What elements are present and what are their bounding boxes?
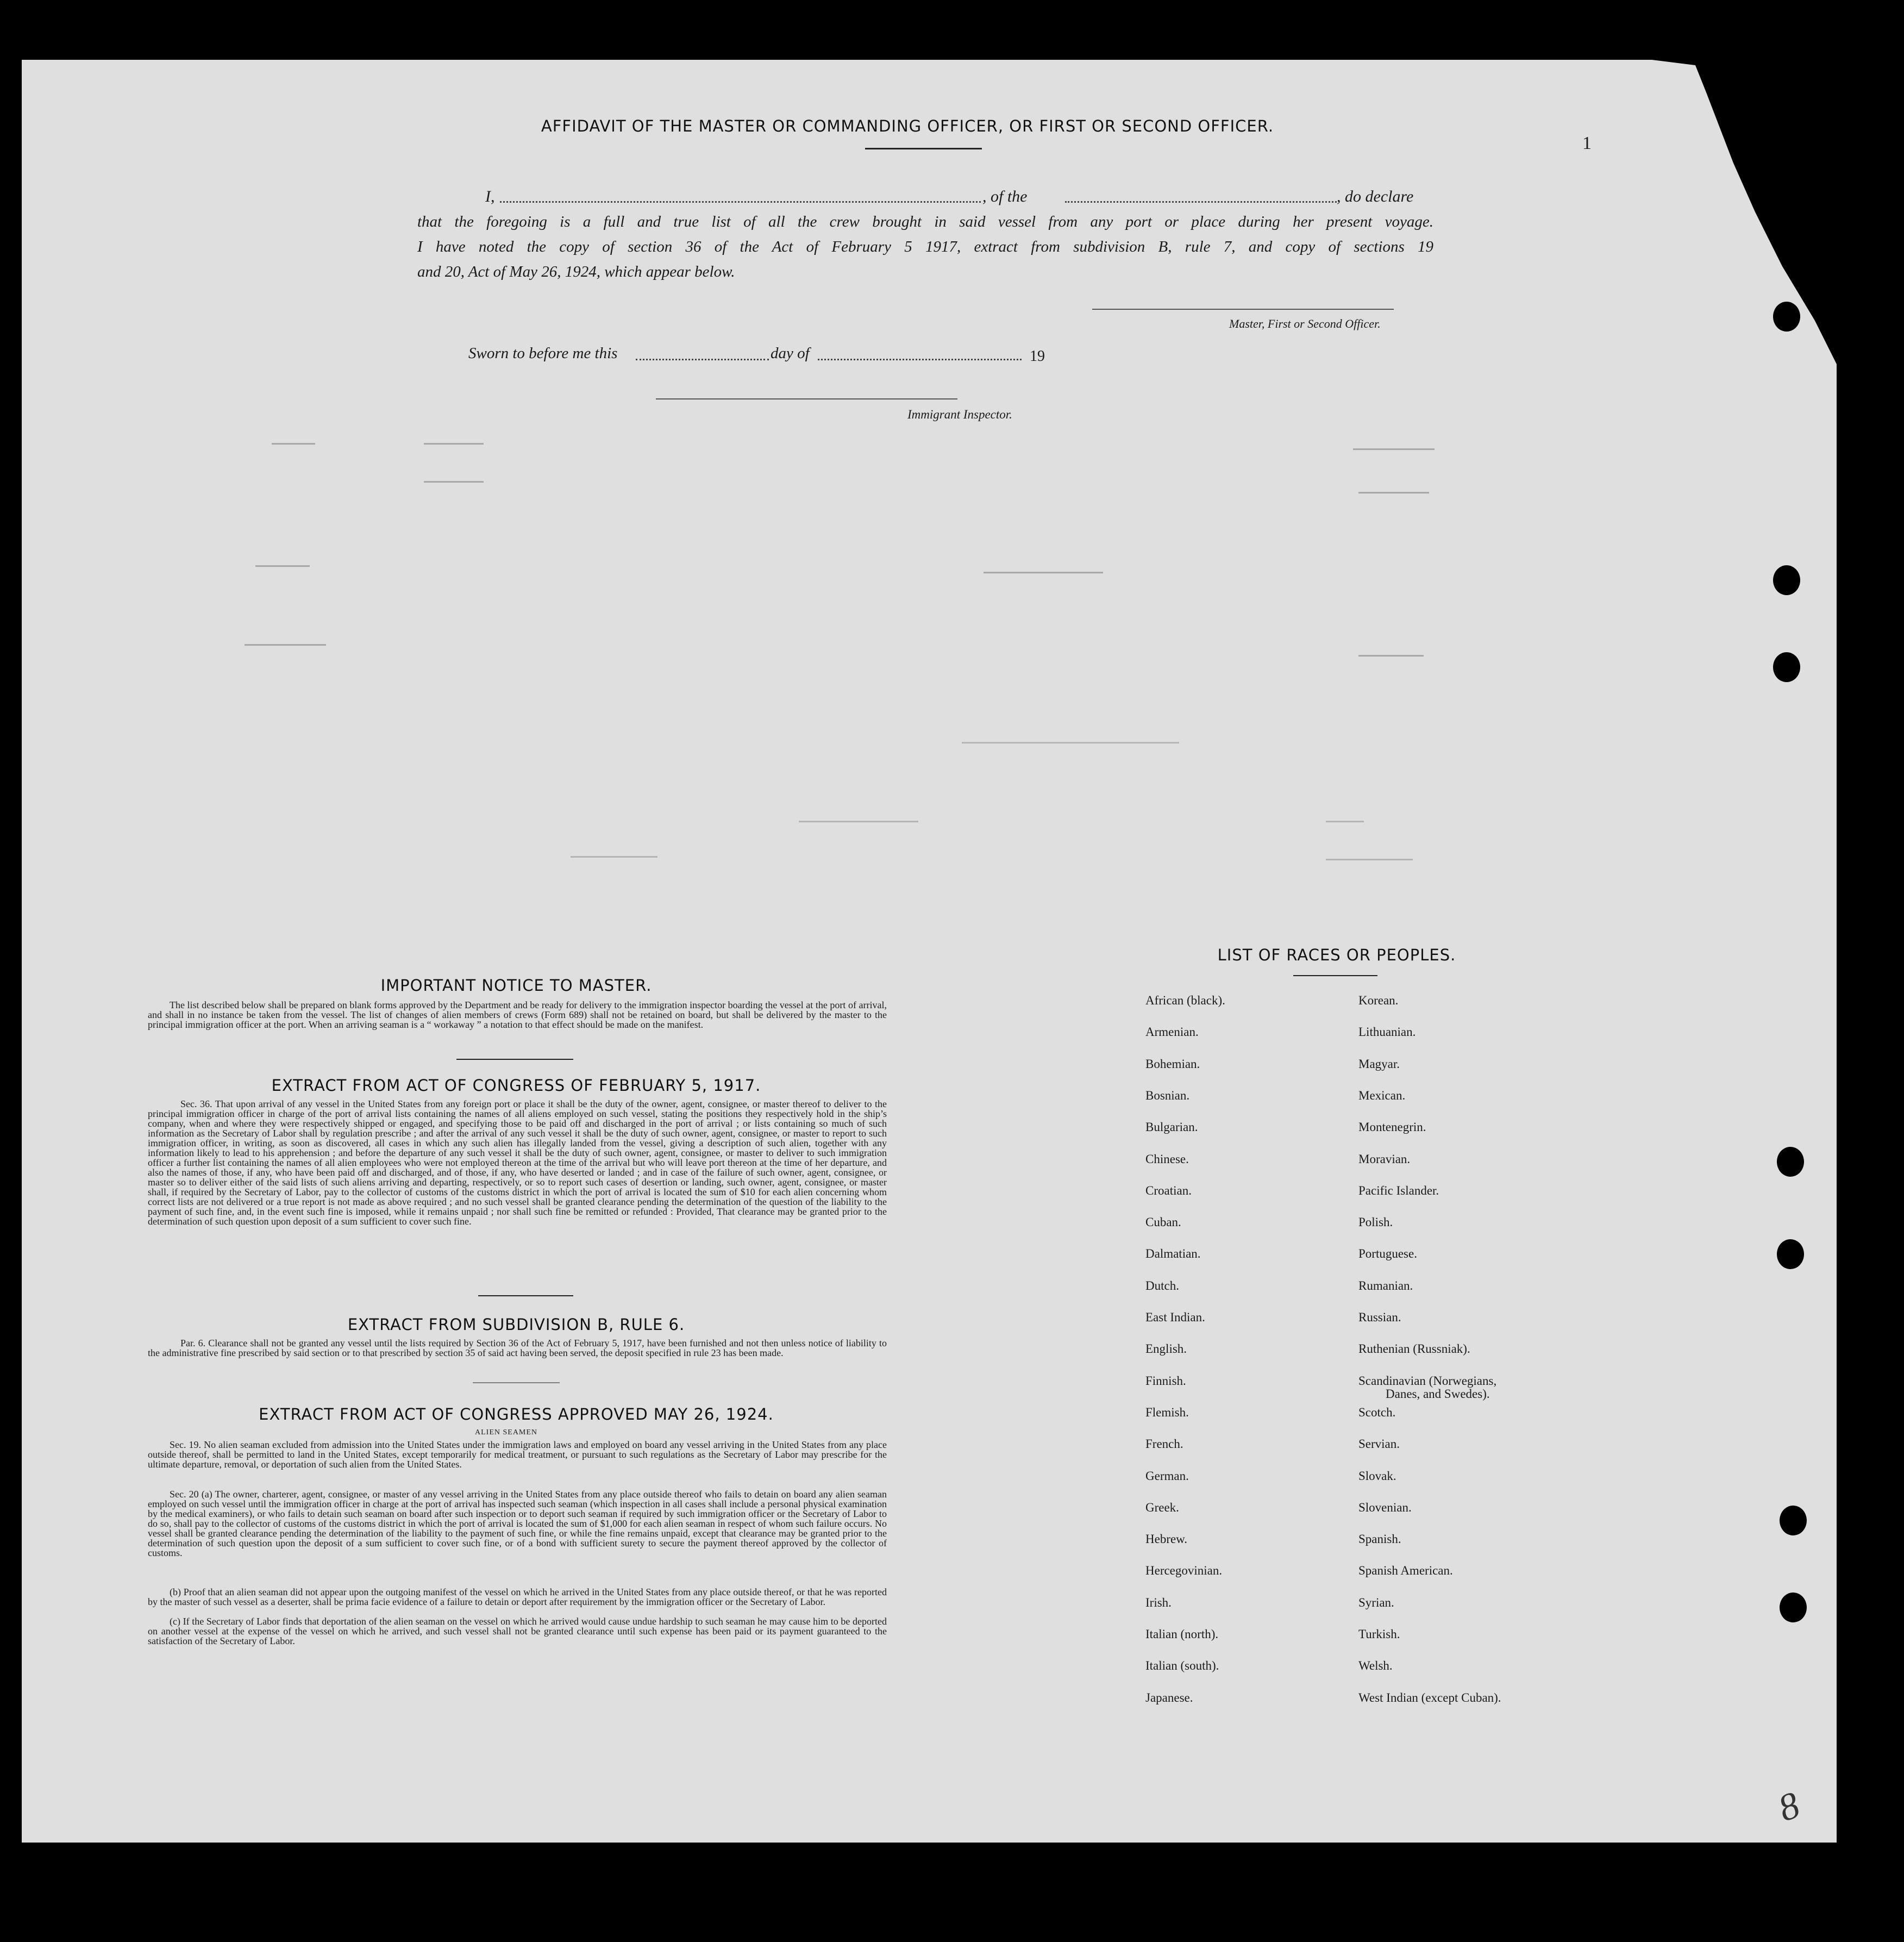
name-blank[interactable] <box>500 201 981 203</box>
race-item: German. <box>1145 1469 1189 1483</box>
master-signature-label: Master, First or Second Officer. <box>1229 317 1381 330</box>
extract-rule6-body: Par. 6. Clearance shall not be granted any vessel until the lists required by Section 36 of the Act of February 5, 1917, have been furnished and not then unless notice of liability to the administrative fine prescribed by said section or to that prescribed by section 35 of said act having been served, the deposit specified in rule 23 has been made. <box>148 1338 887 1358</box>
bleed-mark <box>571 856 657 858</box>
race-item: Dutch. <box>1145 1278 1179 1292</box>
binder-hole <box>1780 1593 1807 1622</box>
race-item: Armenian. <box>1145 1025 1199 1039</box>
race-item: Irish. <box>1145 1595 1172 1609</box>
extract-rule6-title: EXTRACT FROM SUBDIVISION B, RULE 6. <box>347 1315 685 1334</box>
binder-hole <box>1777 1239 1804 1269</box>
notice-divider <box>456 1059 573 1060</box>
bleed-mark <box>1326 859 1413 860</box>
bleed-mark <box>1326 821 1364 822</box>
sworn-year: 19 <box>1030 348 1045 365</box>
affidavit-declare: , do declare <box>1337 188 1414 205</box>
race-item: Portuguese. <box>1358 1247 1417 1261</box>
document-page <box>22 60 1837 1843</box>
master-signature-line[interactable] <box>1092 309 1394 310</box>
race-item: Syrian. <box>1358 1595 1394 1609</box>
race-item: Ruthenian (Russniak). <box>1358 1342 1470 1356</box>
extract-1924-title: EXTRACT FROM ACT OF CONGRESS APPROVED MAY 26, 1924. <box>259 1405 774 1423</box>
race-item: West Indian (except Cuban). <box>1358 1690 1501 1704</box>
race-item: Italian (south). <box>1145 1659 1219 1673</box>
affidavit-title: AFFIDAVIT OF THE MASTER OR COMMANDING OFFICER, OR FIRST OR SECOND OFFICER. <box>541 117 1274 135</box>
binder-hole <box>1777 1147 1804 1177</box>
affidavit-of-the: , of the <box>982 188 1028 205</box>
races-title: LIST OF RACES OR PEOPLES. <box>1217 946 1456 964</box>
race-item: Rumanian. <box>1358 1278 1413 1292</box>
race-item: Servian. <box>1358 1437 1400 1451</box>
race-item: Japanese. <box>1145 1690 1193 1704</box>
race-item: Flemish. <box>1145 1405 1189 1419</box>
bleed-mark <box>962 742 1179 744</box>
race-item: Slovenian. <box>1358 1500 1412 1514</box>
sworn-day-blank[interactable] <box>636 359 769 360</box>
race-item: Slovak. <box>1358 1469 1396 1483</box>
inspector-signature-line[interactable] <box>656 398 957 399</box>
race-item: French. <box>1145 1437 1183 1451</box>
bleed-mark <box>799 821 918 822</box>
bleed-mark <box>424 443 484 445</box>
race-item: Lithuanian. <box>1358 1025 1416 1039</box>
bleed-mark <box>1353 448 1435 450</box>
race-item: Dalmatian. <box>1145 1247 1201 1261</box>
extract-1924-sec20b: (b) Proof that an alien seaman did not appear upon the outgoing manifest of the vessel on which he arrived in the United States from any place outside thereof, or that he was reported by the master of such vessel as a deserter, shall be prima facie evidence of a failure to detain or deport after requirement by the immigration officer or the Secretary of Labor. <box>148 1587 887 1607</box>
inspector-label: Immigrant Inspector. <box>907 408 1012 421</box>
race-item: Spanish. <box>1358 1532 1401 1546</box>
race-item: Italian (north). <box>1145 1627 1219 1641</box>
race-item: Bulgarian. <box>1145 1120 1198 1134</box>
race-item: Polish. <box>1358 1215 1393 1229</box>
race-item: East Indian. <box>1145 1310 1205 1324</box>
race-item: Croatian. <box>1145 1183 1192 1197</box>
race-item: Chinese. <box>1145 1152 1189 1166</box>
race-item: Montenegrin. <box>1358 1120 1426 1134</box>
extract-1917-body: Sec. 36. That upon arrival of any vessel in the United States from any foreign port or place it shall be the duty of the owner, agent, consignee, or master thereof to deliver to the principal immigration officer in charge of the port of arrival lists containing the names of all aliens employed on such vessel, stating the positions they respectively hold in the ship’s company, when and where they were respectively shipped or engaged, and specifying those to be paid off and discharged in the port of arrival ; or lists containing so much of such information as the Secretary of Labor shall by regulation prescribe ; and after the arrival of any such vessel it shall be the duty of such owner, agent, consignee, or master to report to such immigration officer, in writing, as soon as discovered, all cases in which any such alien has illegally landed from the vessel, giving a description of such alien, together with any information likely to lead to his apprehension ; and before the departure of any such vessel it shall be the duty of such owner, agent, consignee, or master to deliver to such immigration officer a further list containing the names of all alien employees who were not employed thereon at the time of the arrival but who will leave port thereon at the time of her departure, and also the names of those, if any, who have been paid off and discharged, and of those, if any, who have deserted or landed ; and in case of the failure of such owner, agent, consignee, or master so to deliver either of the said lists of such aliens arriving and departing, respectively, or so to report such cases of desertion or landing, such owner, agent, consignee, or master shall, if required by the Secretary of Labor, pay to the collector of customs of the customs district in which the port of arrival is located the sum of $10 for each alien concerning whom correct lists are not delivered or a true report is not made as above required ; and no such vessel shall be granted clearance pending the determination of the question of the liability to the payment of such fine, and, in the event such fine is imposed, while it remains unpaid ; nor shall such fine be remitted or refunded : Provided, That clearance may be granted prior to the determination of such question upon deposit of a sum sufficient to cover such fine. <box>148 1098 887 1227</box>
vessel-blank[interactable] <box>1065 201 1337 203</box>
race-item: Scandinavian (Norwegians, <box>1358 1373 1497 1388</box>
race-item: English. <box>1145 1342 1187 1356</box>
race-item: Moravian. <box>1358 1152 1411 1166</box>
bleed-mark <box>272 443 315 445</box>
affidavit-line3: I have noted the copy of section 36 of the Act of February 5 1917, extract from subdivision B, rule 7, and copy of sections 19 <box>417 238 1433 255</box>
affidavit-i: I, <box>485 188 495 205</box>
race-item: Hebrew. <box>1145 1532 1188 1546</box>
race-item: Spanish American. <box>1358 1564 1453 1578</box>
race-item: Scotch. <box>1358 1405 1396 1419</box>
bleed-mark <box>424 481 484 483</box>
bleed-mark <box>255 565 310 567</box>
race-item: Bosnian. <box>1145 1088 1190 1102</box>
affidavit-line4: and 20, Act of May 26, 1924, which appear below. <box>417 263 735 280</box>
race-item: Greek. <box>1145 1500 1179 1514</box>
race-item: Welsh. <box>1358 1659 1393 1673</box>
race-item: Pacific Islander. <box>1358 1183 1439 1197</box>
page-number: 1 <box>1582 133 1592 153</box>
extract-1924-sec20a: Sec. 20 (a) The owner, charterer, agent, consignee, or master of any vessel arriving in the United States from any place outside thereof who fails to detain on board any alien seaman employed on such vessel until the immigration officer in charge at the port of arrival has inspected such seaman (which inspection in all cases shall include a personal physical examination by the medical examiners), or who fails to detain such seaman on board after such inspection or to deport such seaman if required by such immigration officer or the Secretary of Labor to do so, shall pay to the collector of customs of the customs district in which the port of arrival is located the sum of $1,000 for each alien seaman in respect of whom such failure occurs. No vessel shall be granted clearance pending the determination of the liability to the payment of such fine, or while the fine remains unpaid, except that clearance may be granted prior to the determination of such question upon the deposit of a sum sufficient to cover such fine, or of a bond with sufficient surety to secure the payment thereof approved by the collector of customs. <box>148 1489 887 1558</box>
race-item: Bohemian. <box>1145 1057 1200 1071</box>
binder-hole <box>1780 1506 1807 1535</box>
race-item: Finnish. <box>1145 1373 1186 1388</box>
title-divider <box>865 148 982 149</box>
bleed-mark <box>245 644 326 646</box>
extract-1924-sec20c: (c) If the Secretary of Labor finds that deportation of the alien seaman on the vessel on which he arrived would cause undue hardship to such seaman he may cause him to be deported on another vessel at the expense of the vessel on which he arrived, and such vessel shall not be granted clearance until such expense has been paid or its payment guaranteed to the satisfaction of the Secretary of Labor. <box>148 1616 887 1646</box>
binder-hole <box>1773 302 1800 332</box>
sworn-day-of: day of <box>771 345 810 362</box>
corner-mark: 8 <box>1773 1784 1805 1830</box>
binder-hole <box>1773 652 1800 682</box>
race-item: Turkish. <box>1358 1627 1400 1641</box>
binder-hole <box>1773 215 1800 245</box>
bleed-mark <box>984 572 1103 573</box>
race-item: Magyar. <box>1358 1057 1400 1071</box>
sworn-month-blank[interactable] <box>818 359 1022 360</box>
extract-1924-subtitle: ALIEN SEAMEN <box>475 1428 538 1437</box>
notice-title: IMPORTANT NOTICE TO MASTER. <box>380 976 652 995</box>
extract-1917-divider <box>478 1295 573 1296</box>
bleed-mark <box>1358 492 1429 494</box>
notice-body: The list described below shall be prepared on blank forms approved by the Department and be ready for delivery to the immigration inspector boarding the vessel at the port of arrival, and shall in no instance be taken from the vessel. The list of changes of alien members of crews (Form 689) shall not be retained on board, but shall be delivered by the master to the principal immigration officer at the port. When an arriving seaman is a “ workaway ” a notation to that effect should be made on the manifest. <box>148 1000 887 1030</box>
affidavit-line2: that the foregoing is a full and true list of all the crew brought in said vessel from any port or place during her present voyage. <box>417 213 1433 230</box>
bleed-mark <box>1358 655 1424 657</box>
extract-rule6-divider <box>473 1382 560 1383</box>
race-item: Cuban. <box>1145 1215 1181 1229</box>
race-item: Russian. <box>1358 1310 1401 1324</box>
binder-hole <box>1773 565 1800 595</box>
race-item: African (black). <box>1145 994 1225 1007</box>
race-scandinavian-continued: Danes, and Swedes). <box>1386 1387 1490 1401</box>
sworn-text: Sworn to before me this <box>468 345 618 362</box>
race-item: Korean. <box>1358 994 1399 1007</box>
extract-1924-sec19: Sec. 19. No alien seaman excluded from admission into the United States under the immigration laws and employed on board any vessel arriving in the United States from any place outside thereof, shall be permitted to land in the United States, except temporarily for medical treatment, or pursuant to such regulations as the Secretary of Labor may prescribe for the ultimate departure, removal, or deportation of such alien from the United States. <box>148 1439 887 1470</box>
extract-1917-title: EXTRACT FROM ACT OF CONGRESS OF FEBRUARY 5, 1917. <box>271 1076 761 1095</box>
races-divider <box>1293 975 1377 976</box>
race-item: Mexican. <box>1358 1088 1406 1102</box>
race-item: Hercegovinian. <box>1145 1564 1223 1578</box>
